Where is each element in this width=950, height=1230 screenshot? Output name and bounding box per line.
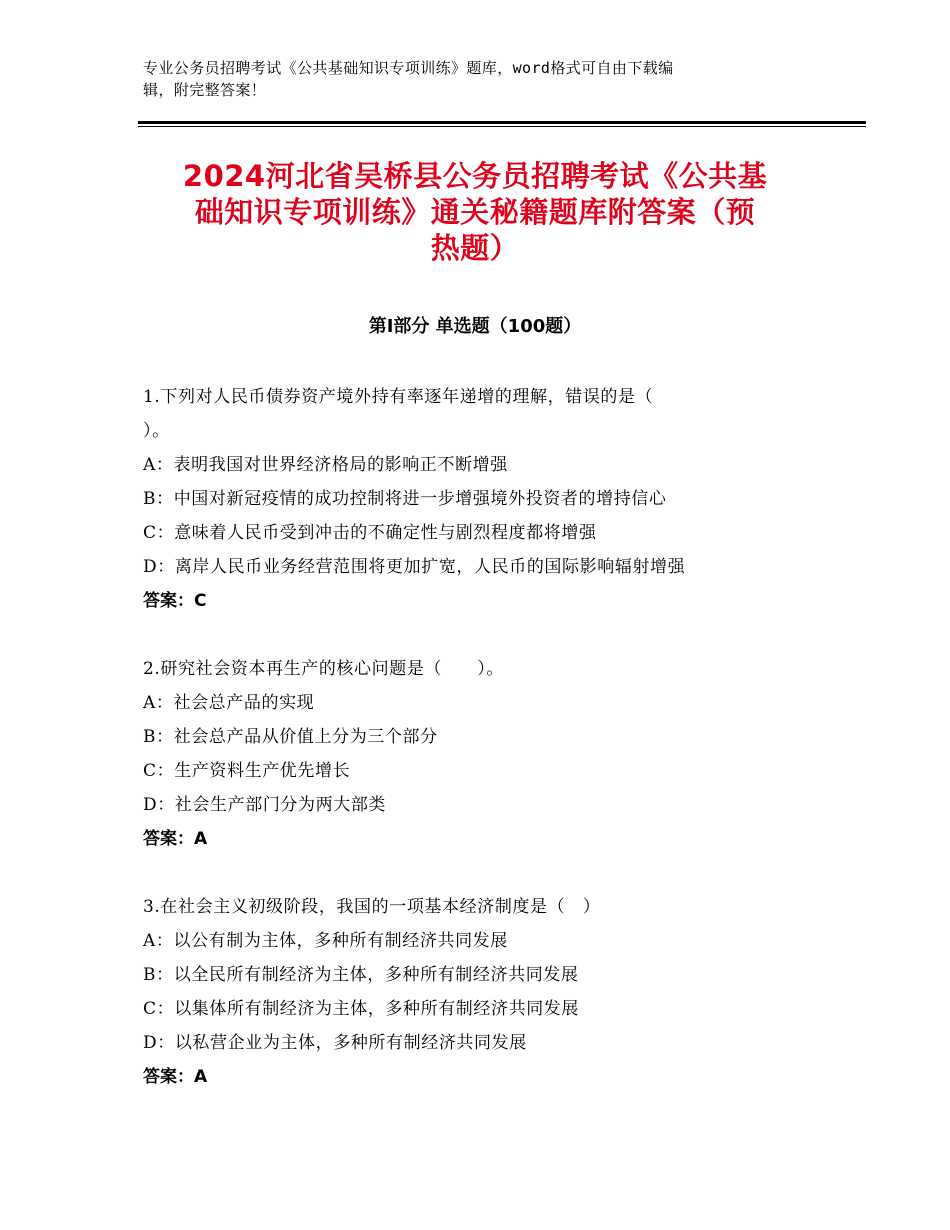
question-3-option-c: C：以集体所有制经济为主体，多种所有制经济共同发展 [143,999,580,1019]
question-2-option-b: B：社会总产品从价值上分为三个部分 [143,727,438,747]
question-1-option-b: B：中国对新冠疫情的成功控制将进一步增强境外投资者的增持信心 [143,489,667,509]
question-1-option-c: C：意味着人民币受到冲击的不确定性与剧烈程度都将增强 [143,523,597,543]
question-1-text-line-2: ）。 [143,421,170,441]
question-2-text: 2.研究社会资本再生产的核心问题是（ ）。 [143,659,504,679]
question-1 [143,380,813,618]
question-2-answer: 答案：A [143,829,208,849]
header-line-2: 辑，附完整答案！ [143,81,267,99]
title-line-2: 础知识专项训练》通关秘籍题库附答案（预 [194,195,756,229]
question-2-option-d: D：社会生产部门分为两大部类 [143,795,387,815]
title-line-1: 2024河北省吴桥县公务员招聘考试《公共基 [182,159,768,193]
title-line-3: 热题） [430,231,520,265]
document-title [130,158,820,266]
question-2-option-a: A：社会总产品的实现 [143,693,315,713]
header-line-1: 专业公务员招聘考试《公共基础知识专项训练》题库，word格式可自由下载编 [143,59,674,77]
question-2-option-c: C：生产资料生产优先增长 [143,761,351,781]
question-1-option-d: D：离岸人民币业务经营范围将更加扩宽，人民币的国际影响辐射增强 [143,557,686,577]
question-1-text-line-1: 1.下列对人民币债券资产境外持有率逐年递增的理解，错误的是（ [143,387,654,407]
question-3-answer: 答案：A [143,1067,208,1087]
question-1-option-a: A：表明我国对世界经济格局的影响正不断增强 [143,455,508,475]
section-title: 第I部分 单选题（100题） [368,316,582,337]
question-1-answer: 答案：C [143,591,207,611]
question-3-option-b: B：以全民所有制经济为主体，多种所有制经济共同发展 [143,965,579,985]
header-divider-thin [138,126,866,127]
page-header [143,57,793,101]
question-3-option-d: D：以私营企业为主体，多种所有制经济共同发展 [143,1033,527,1053]
question-3 [143,890,813,1094]
question-3-option-a: A：以公有制为主体，多种所有制经济共同发展 [143,931,508,951]
question-list [143,380,813,1128]
question-3-text: 3.在社会主义初级阶段，我国的一项基本经济制度是（ ） [143,897,601,917]
header-divider-thick [138,121,866,124]
question-2 [143,652,813,856]
